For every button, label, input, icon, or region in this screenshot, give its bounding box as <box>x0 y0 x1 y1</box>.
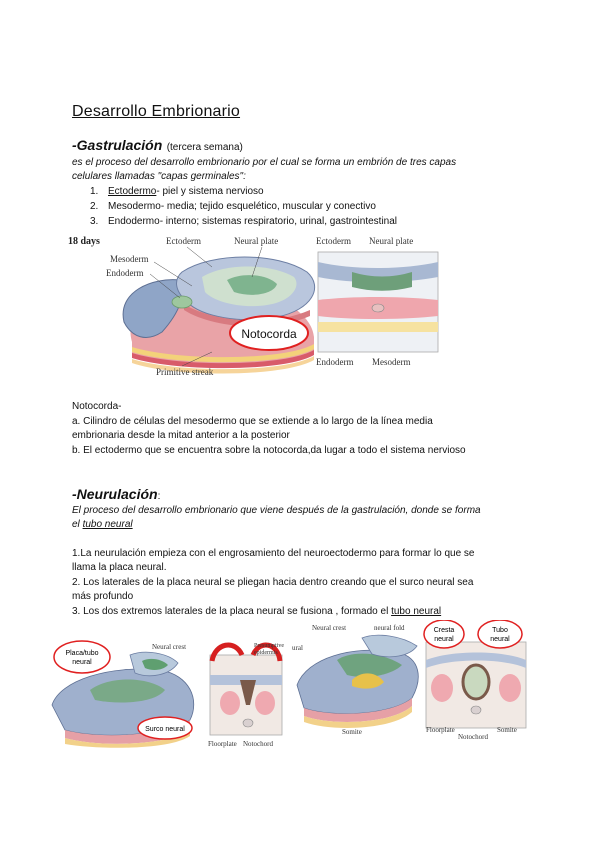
floorplate-label: Floorplate <box>208 740 237 748</box>
neurulation-heading-colon: : <box>157 491 161 502</box>
neural-plate-label: Neural plate <box>234 236 279 246</box>
ectoderm-label: Ectoderm <box>166 236 201 246</box>
gastrulation-figure <box>62 232 454 380</box>
step2-line2: más profundo <box>72 591 134 602</box>
germ-layer-desc: - piel y sistema nervioso <box>156 186 264 197</box>
gastrulation-definition-1: es el proceso del desarrollo embrionario por el cual se forma un embrión de tres capas <box>72 157 457 168</box>
germ-layer-list <box>90 185 510 230</box>
germ-layer-num: 3. <box>90 216 99 227</box>
gastrulation-heading-note: (tercera semana) <box>166 142 243 153</box>
germ-layer-num: 2. <box>90 201 99 212</box>
germ-layer-term: Ectodermo <box>108 186 157 197</box>
neurulation-figure-right <box>292 620 530 740</box>
germ-layer-item <box>90 185 510 200</box>
notocorda-callout-label: Notocorda <box>241 327 297 341</box>
detail-ectoderm-label: Ectoderm <box>316 236 351 246</box>
neurulation-heading-text: -Neurulación <box>72 486 158 502</box>
step3-term: tubo neural <box>391 606 442 617</box>
fig3-notochord-label: Notochord <box>458 733 488 740</box>
tubo-label-2: neural <box>490 636 510 643</box>
germ-layer-desc: - media; tejido esquelético, muscular y conectivo <box>160 201 376 212</box>
surco-neural-label: Surco neural <box>145 726 185 733</box>
fig3-floorplate-label: Floorplate <box>426 726 455 734</box>
notochord-label: Notochord <box>243 740 273 748</box>
step1-line1: 1.La neurulación empieza con el engrosamiento del neuroectodermo para formar lo que se <box>72 548 475 559</box>
placa-tubo-label-1: Placa/tubo <box>65 650 99 657</box>
gastrulation-heading-text: -Gastrulación <box>72 137 163 153</box>
tubo-neural-term: tubo neural <box>82 519 133 530</box>
germ-layer-term: Mesodermo <box>108 201 161 212</box>
cresta-label-1: Cresta <box>433 627 455 634</box>
notocorda-a-2: embrionaria desde la mitad anterior a la posterior <box>72 430 290 441</box>
germ-layer-desc: - interno; sistemas respiratorio, urinal, gastrointestinal <box>159 216 398 227</box>
cresta-label-2: neural <box>434 636 454 643</box>
neural-crest-label: Neural crest <box>152 643 187 651</box>
presumptive-label-2: epidermis <box>254 650 278 656</box>
notocorda-a-1: a. Cilindro de células del mesodermo que se extiende a lo largo de la línea media <box>72 416 433 427</box>
step3-prefix: 3. Los dos extremos laterales de la placa neural se fusiona , formado el <box>72 606 392 617</box>
fig3-neural-fold-label: neural fold <box>374 624 405 632</box>
gastrulation-heading <box>72 137 243 155</box>
gastrulation-definition-2: celulares llamadas "capas germinales": <box>72 171 246 182</box>
mesoderm-label: Mesoderm <box>110 254 149 264</box>
cresta-neural-callout <box>424 620 464 648</box>
page-title: Desarrollo Embrionario <box>72 103 241 120</box>
days-label: 18 days <box>68 236 100 247</box>
neurulation-heading <box>72 486 160 504</box>
tubo-label-1: Tubo <box>492 627 508 634</box>
tubo-neural-callout <box>478 620 522 648</box>
primitive-streak-label: Primitive streak <box>156 367 214 377</box>
presumptive-label-1: Presumptive <box>254 643 284 649</box>
placa-tubo-callout <box>54 641 110 673</box>
detail-neural-plate-label: Neural plate <box>369 236 414 246</box>
detail-endoderm-label: Endoderm <box>316 357 354 367</box>
neurulation-definition-prefix: el <box>72 519 83 530</box>
fig3-neural-short-label: ural <box>292 644 303 652</box>
step1-line2: llama la placa neural. <box>72 562 167 573</box>
notocorda-b: b. El ectodermo que se encuentra sobre la notocorda,da lugar a todo el sistema nervioso <box>72 445 466 456</box>
germ-layer-item <box>90 215 510 230</box>
detail-mesoderm-label: Mesoderm <box>372 357 411 367</box>
neurulation-definition-1: El proceso del desarrollo embrionario que viene después de la gastrulación, donde se forma <box>72 505 481 516</box>
germ-layer-item <box>90 200 510 215</box>
endoderm-label: Endoderm <box>106 268 144 278</box>
neurulation-definition-2 <box>72 518 133 532</box>
step2-line1: 2. Los laterales de la placa neural se pliegan hacia dentro creando que el surco neural sea <box>72 577 474 588</box>
notocorda-heading: Notocorda- <box>72 401 122 412</box>
fig3-somite2-label: Somite <box>497 726 517 734</box>
fig3-neural-crest-label: Neural crest <box>312 624 347 632</box>
fig3-somite-label: Somite <box>342 728 362 736</box>
germ-layer-num: 1. <box>90 186 99 197</box>
germ-layer-term: Endodermo <box>108 216 160 227</box>
step3-line <box>72 605 441 619</box>
placa-tubo-label-2: neural <box>72 659 92 666</box>
neurulation-figure-left <box>50 635 285 750</box>
